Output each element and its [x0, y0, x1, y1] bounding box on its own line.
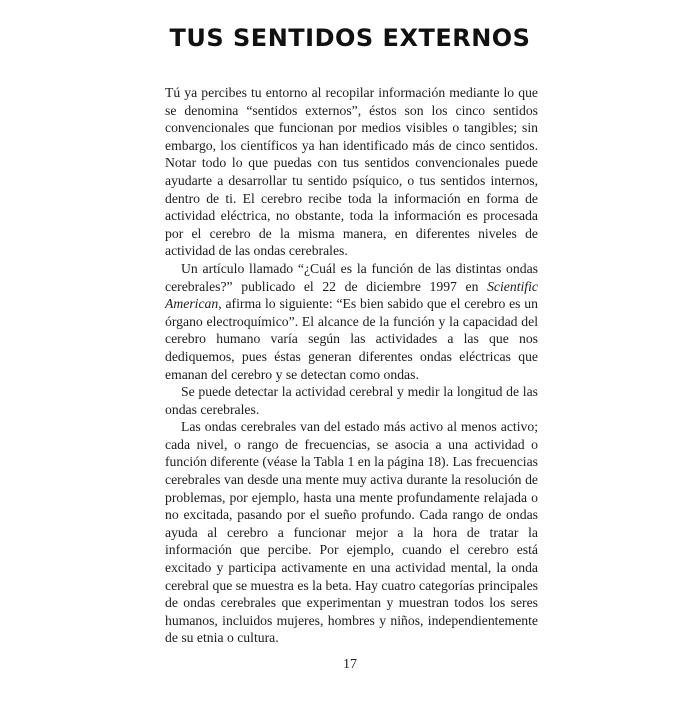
paragraph: Las ondas cerebrales van del estado más activo al menos activo; cada nivel, o rango de frecuencias, se asocia a una actividad o función diferente (véase la Tabla 1 en la página 18). Las frecuencias cerebrales van desde una mente muy activa durante la resolución de problemas, por ejemplo, hasta una mente profundamente relajada o no excitada, pasando por el sueño profundo. Cada rango de ondas ayuda al cerebro a funcionar mejor a la hora de tratar la información que percibe. Por ejemplo, cuando el cerebro está excitado y participa activamente en una actividad mental, la onda cerebral que se muestra es la beta. Hay cuatro categorías principales de ondas cerebrales que experimentan y muestran todos los seres humanos, incluidos mujeres, hombres y niños, independientemente de su etnia o cultura. — [165, 419, 538, 646]
paragraph — [165, 260, 538, 383]
paragraph-text: Un artículo llamado “¿Cuál es la función de las distintas ondas cerebrales?” publicado el 22 de diciembre 1997 en — [165, 260, 538, 294]
paragraph: Tú ya percibes tu entorno al recopilar información mediante lo que se denomina “sentidos externos”, éstos son los cinco sentidos convencionales que funcionan por medios visibles o tangibles; sin embargo, los científicos ya han identificado más de cinco sentidos. Notar todo lo que puedas con tus sentidos convencionales puede ayudarte a desarrollar tu sentido psíquico, o tus sentidos internos, dentro de ti. El cerebro recibe toda la información en forma de actividad eléctrica, no obstante, toda la información es procesada por el cerebro de la misma manera, en diferentes niveles de actividad de las ondas cerebrales. — [165, 85, 538, 259]
body-text — [165, 84, 538, 647]
page-number: 17 — [343, 657, 357, 672]
publication-name: Scientific American — [165, 278, 538, 312]
paragraph-text: , afirma lo siguiente: “Es bien sabido que el cerebro es un órgano electroquímico”. El alcance de la función y la capacidad del cerebro humano varía según las actividades a las que nos dediquemos, pues éstas generan diferentes ondas eléctricas que emanan del cerebro y se detectan como ondas. — [165, 296, 538, 382]
chapter-title: TUS SENTIDOS EXTERNOS — [169, 24, 531, 52]
paragraph: Se puede detectar la actividad cerebral y medir la longitud de las ondas cerebrales. — [165, 384, 538, 417]
